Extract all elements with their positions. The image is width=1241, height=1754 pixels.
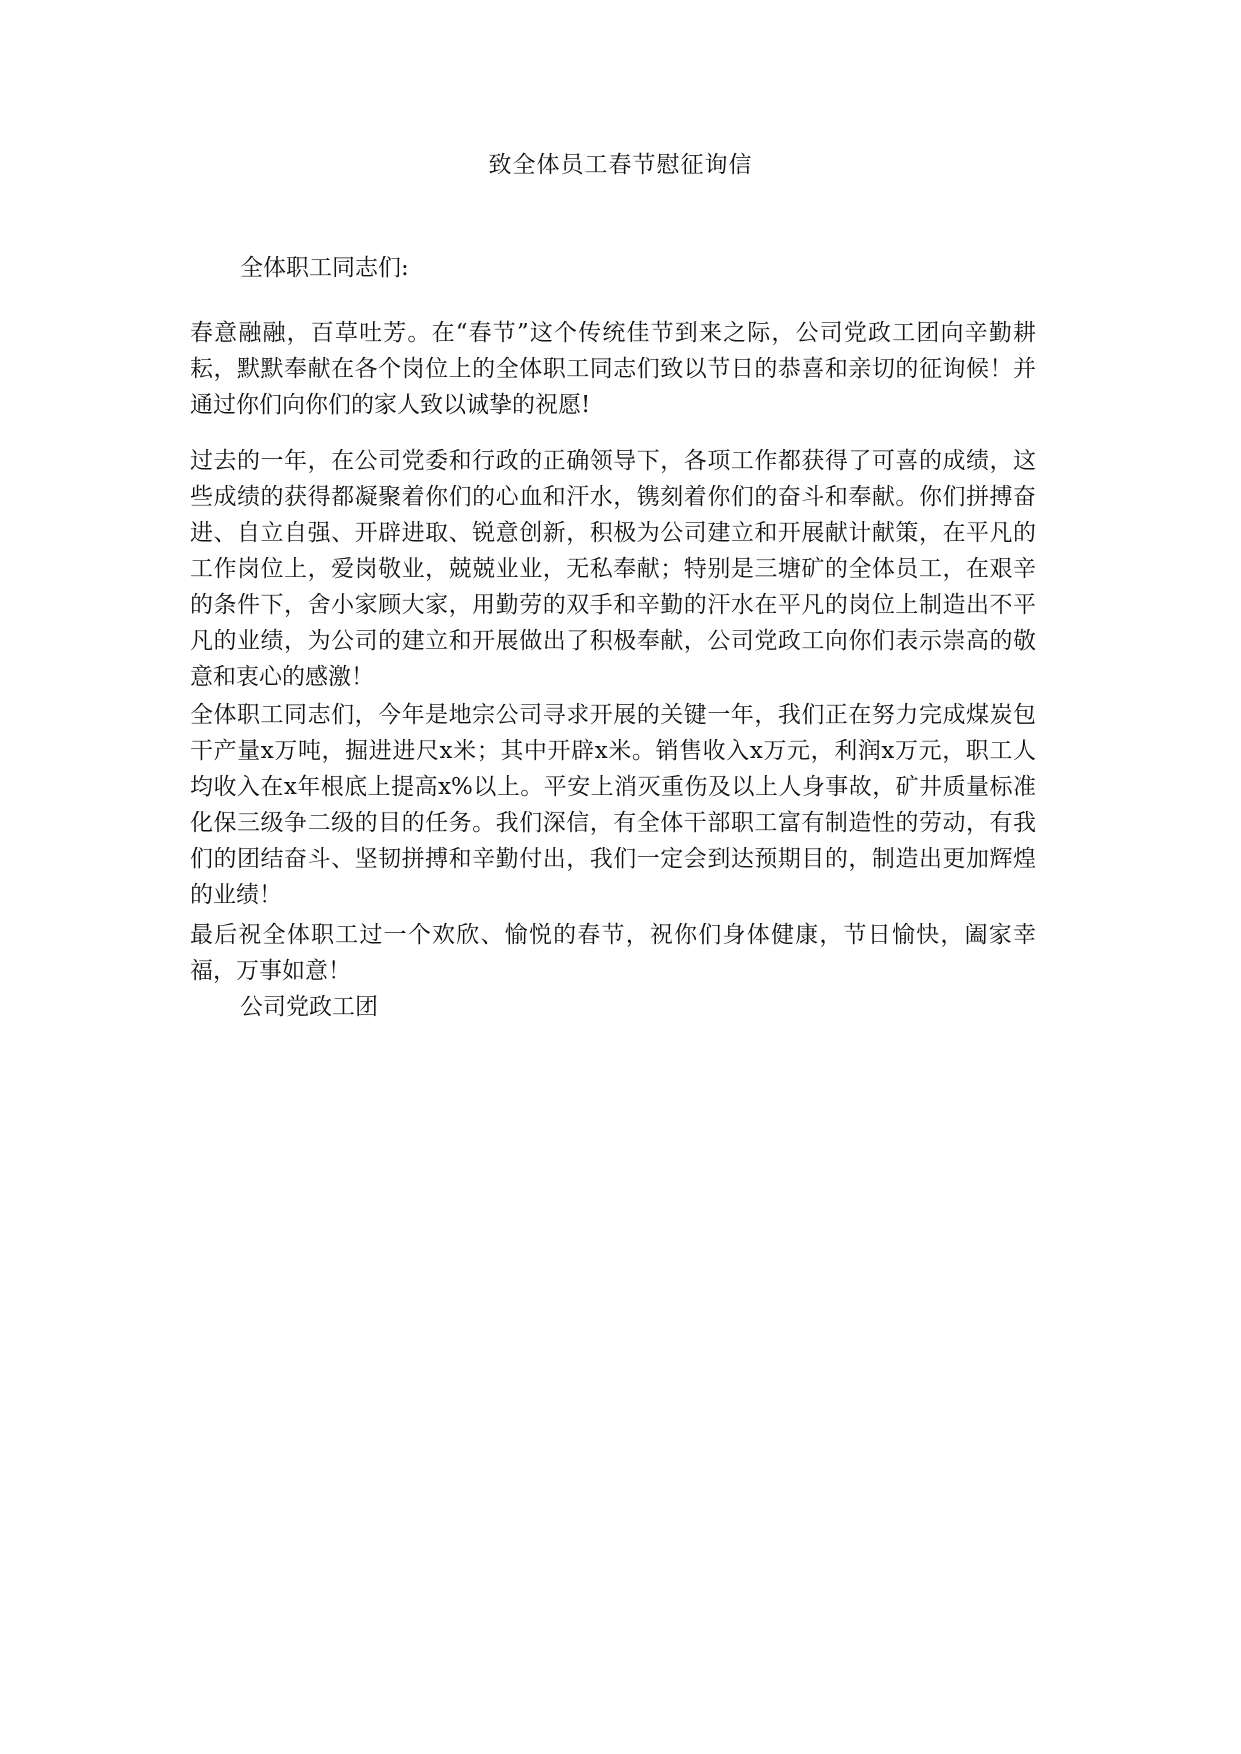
paragraph-review: 过去的一年，在公司党委和行政的正确领导下，各项工作都获得了可喜的成绩，这些成绩的获得都凝聚着你们的心血和汗水，镌刻着你们的奋斗和奉献。你们拼搏奋进、自立自强、开辟进取、锐意创新，积极为公司建立和开展献计献策，在平凡的工作岗位上，爱岗敬业，兢兢业业，无私奉献；特别是三塘矿的全体员工，在艰辛的条件下，舍小家顾大家，用勤劳的双手和辛勤的汗水在平凡的岗位上制造出不平凡的业绩，为公司的建立和开展做出了积极奉献，公司党政工向你们表示崇高的敬意和衷心的感激！ xyxy=(190,448,1036,690)
document-title: 致全体员工春节慰征询信 xyxy=(488,152,753,178)
signature: 公司党政工团 xyxy=(240,994,378,1020)
paragraph-greeting: 春意融融，百草吐芳。在“春节”这个传统佳节到来之际，公司党政工团向辛勤耕耘，默默奉献在各个岗位上的全体职工同志们致以节日的恭喜和亲切的征询候！并通过你们向你们的家人致以诚挚的祝愿! xyxy=(190,320,1036,418)
paragraph-wishes: 最后祝全体职工过一个欢欣、愉悦的春节，祝你们身体健康，节日愉快，阖家幸福，万事如意！ xyxy=(190,922,1036,984)
salutation: 全体职工同志们: xyxy=(240,255,409,281)
paragraph-goals: 全体职工同志们，今年是地宗公司寻求开展的关键一年，我们正在努力完成煤炭包干产量x万吨，掘进进尺x米；其中开辟x米。销售收入x万元，利润x万元，职工人均收入在x年根底上提高x%以上。平安上消灭重伤及以上人身事故，矿井质量标准化保三级争二级的目的任务。我们深信，有全体干部职工富有制造性的劳动，有我们的团结奋斗、坚韧拼搏和辛勤付出，我们一定会到达预期目的，制造出更加辉煌的业绩！ xyxy=(190,702,1036,908)
